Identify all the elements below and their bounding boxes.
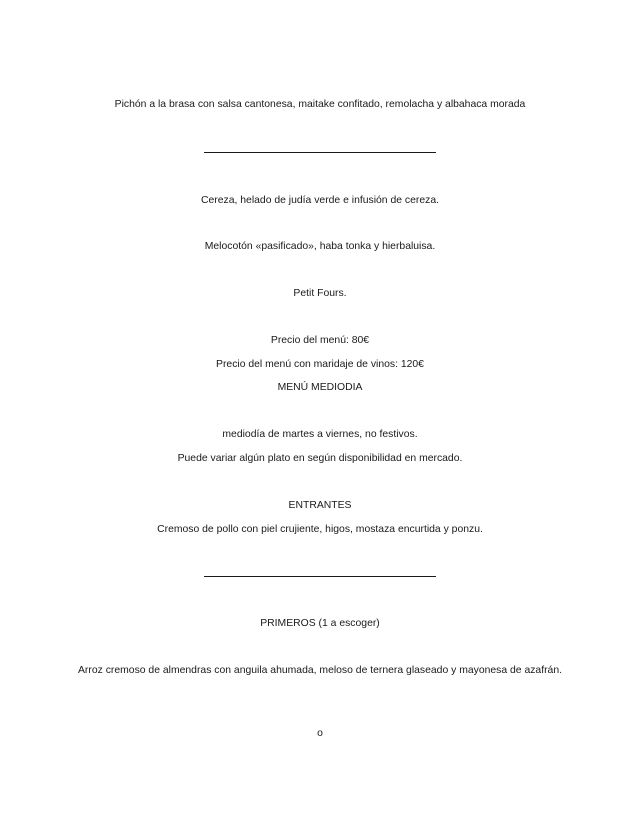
- menu-price-wine-pairing: Precio del menú con maridaje de vinos: 120€: [216, 359, 424, 370]
- dish-arroz: Arroz cremoso de almendras con anguila ahumada, meloso de ternera glaseado y mayonesa de azafrán.: [77, 665, 563, 676]
- dish-pichon: Pichón a la brasa con salsa cantonesa, maitake confitado, remolacha y albahaca morada: [114, 99, 526, 110]
- heading-entrantes: ENTRANTES: [288, 500, 352, 511]
- option-separator-o: o: [317, 728, 323, 739]
- heading-menu-mediodia: MENÚ MEDIODIA: [277, 382, 363, 393]
- dish-cremoso-pollo: Cremoso de pollo con piel crujiente, higos, mostaza encurtida y ponzu.: [157, 524, 483, 535]
- dessert-cereza: Cereza, helado de judía verde e infusión de cereza.: [201, 195, 439, 206]
- menu-schedule: mediodía de martes a viernes, no festivos.: [222, 429, 418, 440]
- availability-note: Puede variar algún plato en según disponibilidad en mercado.: [177, 453, 463, 464]
- petit-fours: Petit Fours.: [293, 288, 347, 299]
- heading-primeros: PRIMEROS (1 a escoger): [260, 618, 380, 629]
- menu-price: Precio del menú: 80€: [270, 335, 370, 346]
- section-divider: [204, 576, 436, 577]
- section-divider: [204, 152, 436, 153]
- dessert-melocoton: Melocotón «pasificado», haba tonka y hierbaluisa.: [204, 241, 436, 252]
